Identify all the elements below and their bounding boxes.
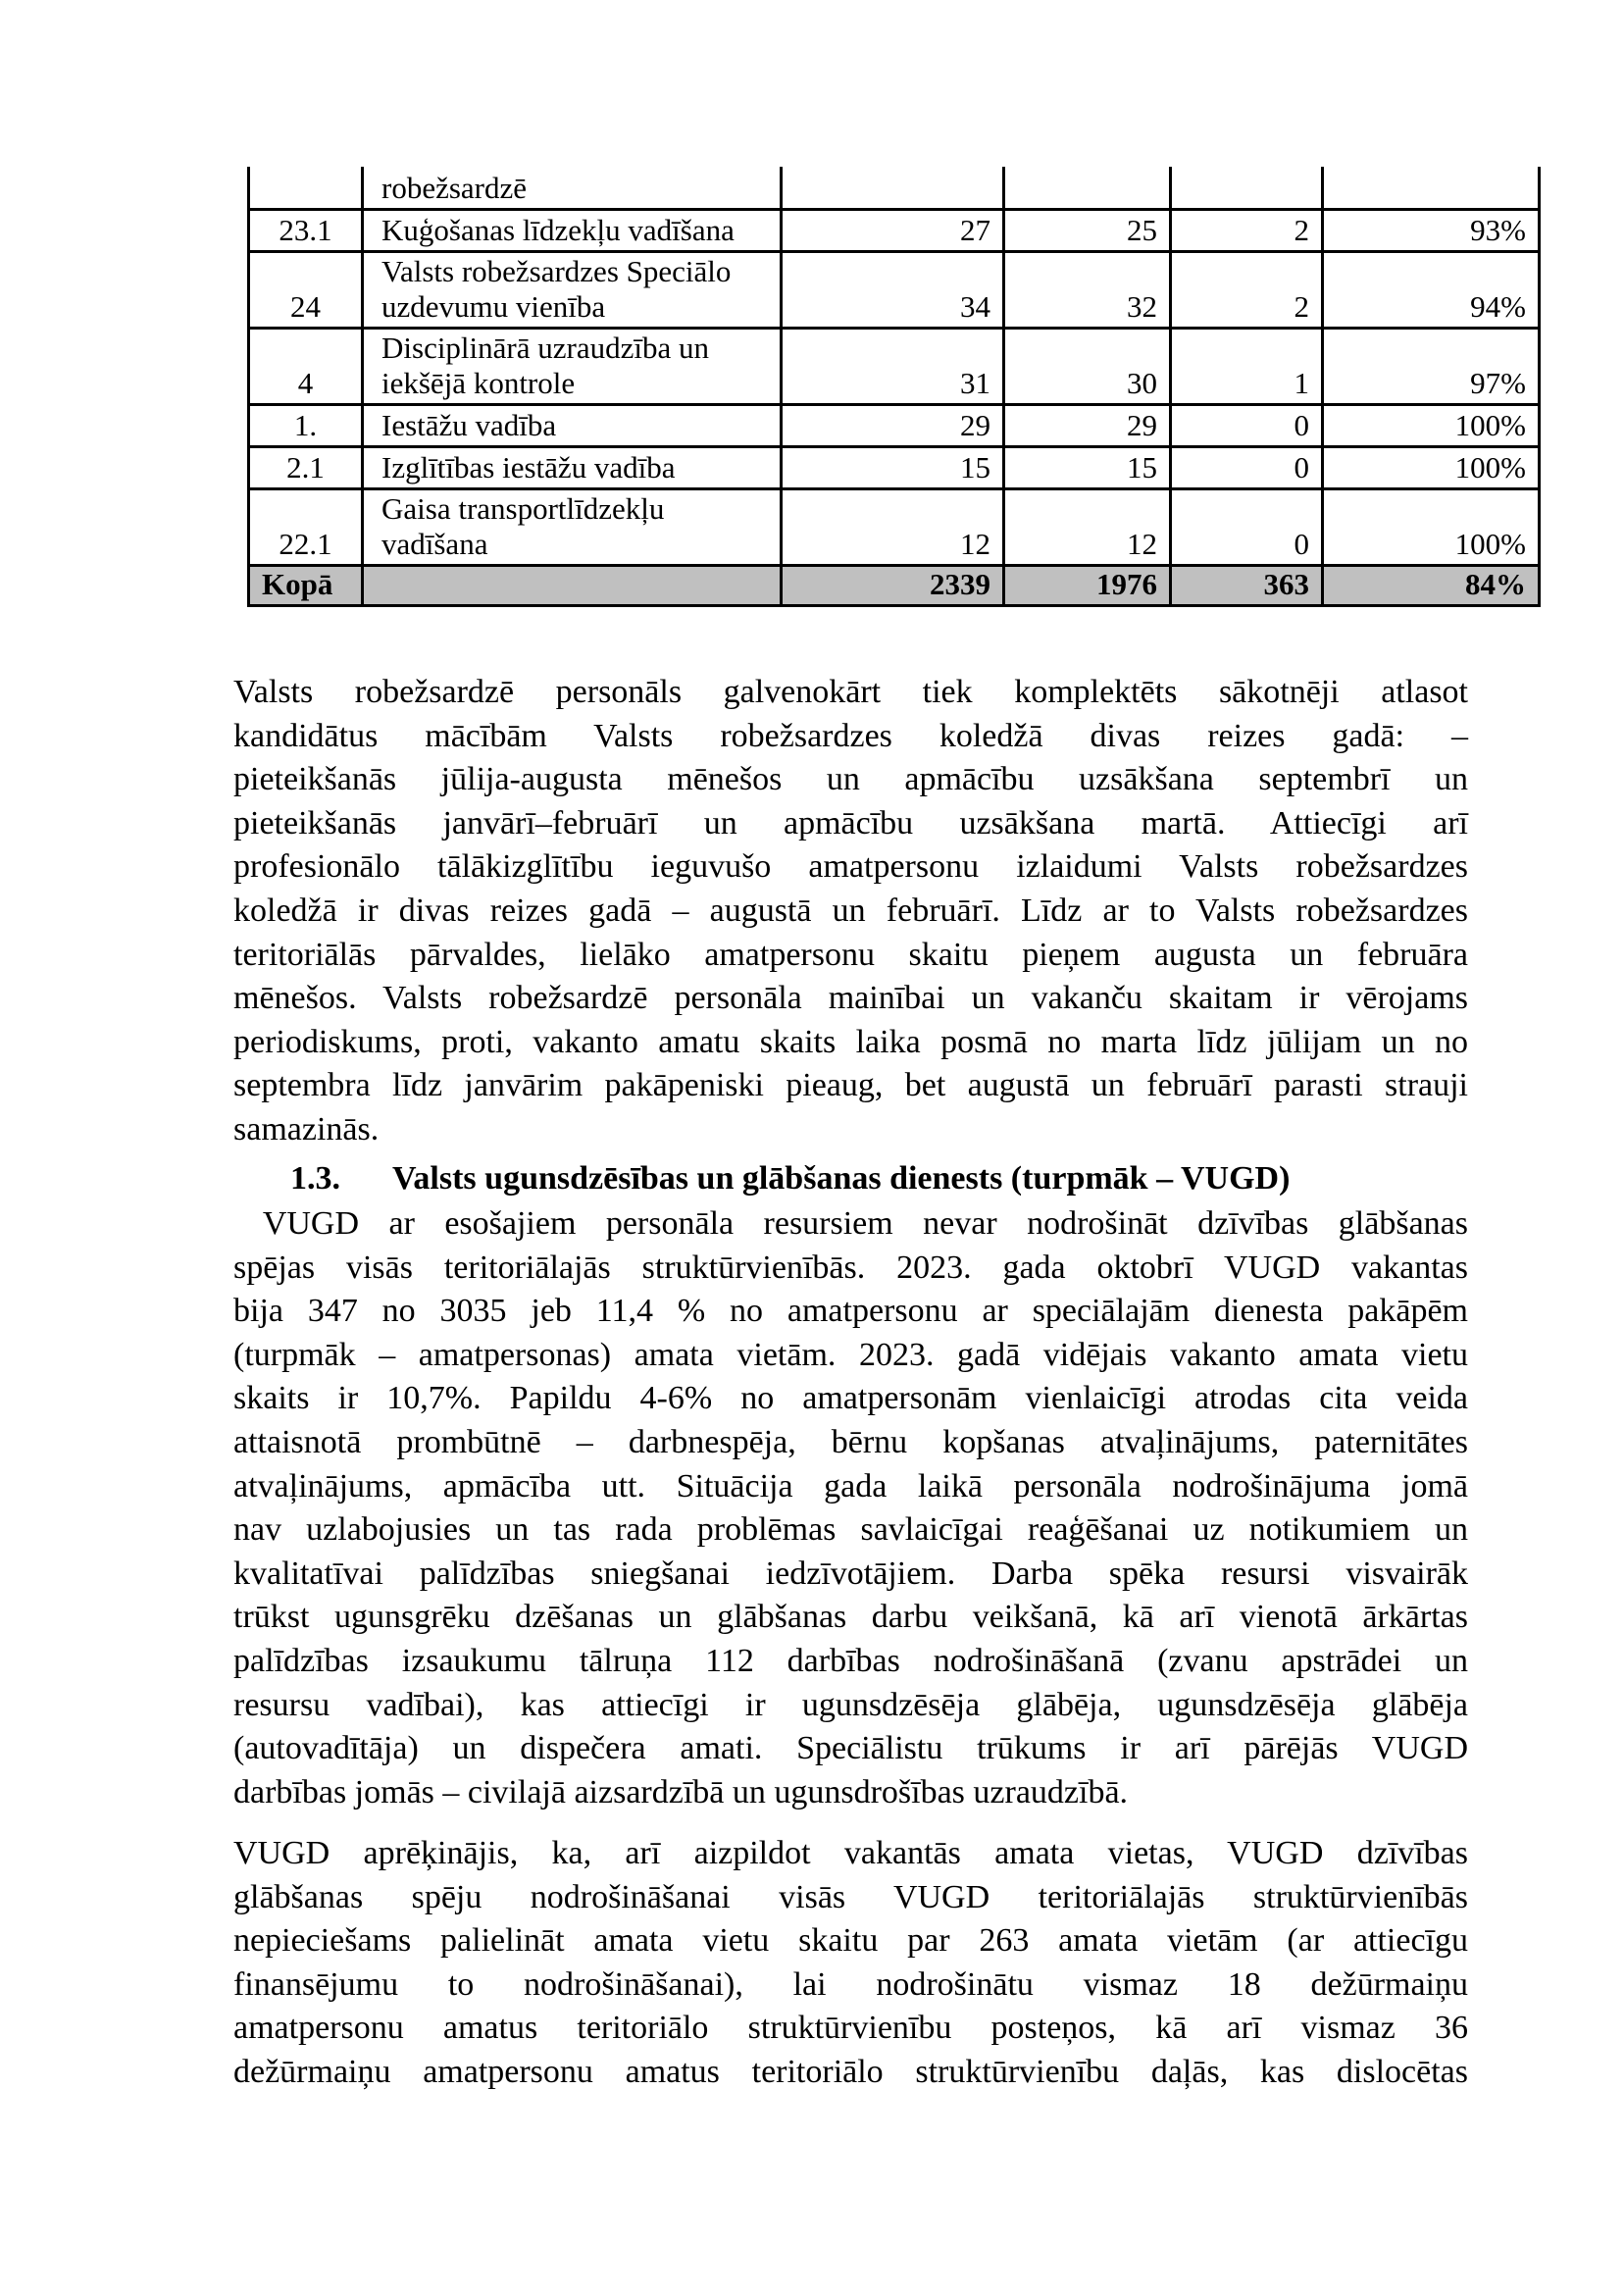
total-filled: 1976 <box>1004 565 1171 605</box>
row-name <box>363 251 782 328</box>
table-row <box>249 251 1540 328</box>
paragraph-border-guard-staffing <box>233 671 1468 1152</box>
text-line: atvaļinājums, apmācība utt. Situācija gada laikā personāla nodrošinājuma jomā <box>233 1467 1468 1504</box>
row-name-line: vadīšana <box>381 526 488 561</box>
section-number: 1.3. <box>290 1160 340 1197</box>
row-total: 12 <box>782 488 1004 565</box>
text-line: nav uzlabojusies un tas rada problēmas savlaicīgai reaģēšanai uz notikumiem un <box>233 1511 1468 1549</box>
text-line: resursu vadībai), kas attiecīgi ir ugunsdzēsēja glābēja, ugunsdzēsēja glābēja <box>233 1686 1468 1723</box>
row-name <box>363 328 782 404</box>
row-name: robežsardzē <box>363 167 782 209</box>
row-percent: 100% <box>1323 404 1540 446</box>
text-line: pieteikšanās jūlija-augusta mēnešos un apmācību uzsākšana septembrī un <box>233 761 1468 798</box>
row-code: 22.1 <box>249 488 363 565</box>
text-line: teritoriālās pārvaldes, lielāko amatpersonu skaitu pieņem augusta un februāra <box>233 936 1468 973</box>
row-name: Izglītības iestāžu vadība <box>363 446 782 488</box>
text-line: attaisnotā prombūtnē – darbnespēja, bērnu kopšanas atvaļinājums, paternitātes <box>233 1423 1468 1460</box>
total-total: 2339 <box>782 565 1004 605</box>
text-line: amatpersonu amatus teritoriālo struktūrvienību posteņos, kā arī vismaz 36 <box>233 2010 1468 2047</box>
row-filled: 32 <box>1004 251 1171 328</box>
row-total <box>782 167 1004 209</box>
row-filled: 29 <box>1004 404 1171 446</box>
row-percent <box>1323 167 1540 209</box>
row-filled: 25 <box>1004 209 1171 251</box>
row-vacant: 0 <box>1171 488 1323 565</box>
text-line: (turpmāk – amatpersonas) amata vietām. 2023. gadā vidējais vakanto amata vietu <box>233 1336 1468 1373</box>
text-line: darbības jomās – civilajā aizsardzībā un ugunsdrošības uzraudzībā. <box>233 1773 1129 1810</box>
text-line: spējas visās teritoriālajās struktūrvienībās. 2023. gada oktobrī VUGD vakantas <box>233 1249 1468 1286</box>
text-line: koledžā ir divas reizes gadā – augustā un februārī. Līdz ar to Valsts robežsardzes <box>233 892 1468 929</box>
text-line: skaits ir 10,7%. Papildu 4-6% no amatpersonām vienlaicīgi atrodas cita veida <box>233 1380 1468 1417</box>
text-line: VUGD ar esošajiem personāla resursiem nevar nodrošināt dzīvības glābšanas <box>233 1205 1468 1242</box>
table-row <box>249 328 1540 404</box>
row-percent: 100% <box>1323 488 1540 565</box>
text-line: periodiskums, proti, vakanto amatu skaits laika posmā no marta līdz jūlijam un no <box>233 1023 1468 1060</box>
row-vacant <box>1171 167 1323 209</box>
row-filled <box>1004 167 1171 209</box>
text-line: dežūrmaiņu amatpersonu amatus teritoriālo struktūrvienību daļās, kas dislocētas <box>233 2053 1468 2090</box>
row-code: 2.1 <box>249 446 363 488</box>
paragraph-vugd-calculation <box>233 1832 1468 2095</box>
row-name-line: Disciplinārā uzraudzība un <box>381 330 709 365</box>
total-label: Kopā <box>249 565 363 605</box>
total-percent: 84% <box>1323 565 1540 605</box>
text-line: bija 347 no 3035 jeb 11,4 % no amatpersonu ar speciālajām dienesta pakāpēm <box>233 1293 1468 1330</box>
row-name-line: Valsts robežsardzes Speciālo <box>381 253 732 288</box>
text-line: palīdzības izsaukumu tālruņa 112 darbības nodrošināšanā (zvanu apstrādei un <box>233 1642 1468 1679</box>
text-line: samazinās. <box>233 1110 380 1147</box>
row-total: 29 <box>782 404 1004 446</box>
text-line: kandidātus mācībām Valsts robežsardzes koledžā divas reizes gadā: – <box>233 717 1468 754</box>
row-code: 4 <box>249 328 363 404</box>
section-heading <box>290 1157 1290 1200</box>
table-total-row <box>249 565 1540 605</box>
row-percent: 100% <box>1323 446 1540 488</box>
row-vacant: 2 <box>1171 251 1323 328</box>
table-row <box>249 488 1540 565</box>
row-vacant: 0 <box>1171 404 1323 446</box>
text-line: Valsts robežsardzē personāls galvenokārt tiek komplektēts sākotnēji atlasot <box>233 674 1468 710</box>
row-filled: 30 <box>1004 328 1171 404</box>
row-total: 31 <box>782 328 1004 404</box>
row-name <box>363 488 782 565</box>
table-row <box>249 167 1540 209</box>
section-title: Valsts ugunsdzēsības un glābšanas dienests (turpmāk – VUGD) <box>392 1160 1291 1197</box>
text-line: septembra līdz janvārim pakāpeniski pieaug, bet augustā un februārī parasti strauji <box>233 1067 1468 1104</box>
row-name: Iestāžu vadība <box>363 404 782 446</box>
row-vacant: 1 <box>1171 328 1323 404</box>
table-row <box>249 404 1540 446</box>
row-filled: 15 <box>1004 446 1171 488</box>
row-code: 23.1 <box>249 209 363 251</box>
total-name <box>363 565 782 605</box>
row-total: 27 <box>782 209 1004 251</box>
total-vacant: 363 <box>1171 565 1323 605</box>
text-line: kvalitatīvai palīdzības sniegšanai iedzīvotājiem. Darba spēka resursi visvairāk <box>233 1555 1468 1592</box>
text-line: trūkst ugunsgrēku dzēšanas un glābšanas darbu veikšanā, kā arī vienotā ārkārtas <box>233 1599 1468 1636</box>
row-percent: 93% <box>1323 209 1540 251</box>
row-name: Kuģošanas līdzekļu vadīšana <box>363 209 782 251</box>
text-line: glābšanas spēju nodrošināšanai visās VUGD teritoriālajās struktūrvienībās <box>233 1878 1468 1915</box>
row-code: 24 <box>249 251 363 328</box>
row-filled: 12 <box>1004 488 1171 565</box>
paragraph-vugd-staffing <box>233 1202 1468 1814</box>
row-name-line: uzdevumu vienība <box>381 288 606 324</box>
row-vacant: 0 <box>1171 446 1323 488</box>
row-percent: 97% <box>1323 328 1540 404</box>
row-name-line: Gaisa transportlīdzekļu <box>381 490 665 526</box>
row-code <box>249 167 363 209</box>
table-row <box>249 446 1540 488</box>
vacancy-table <box>247 167 1541 607</box>
row-code: 1. <box>249 404 363 446</box>
row-total: 15 <box>782 446 1004 488</box>
row-percent: 94% <box>1323 251 1540 328</box>
text-line: profesionālo tālākizglītību ieguvušo amatpersonu izlaidumi Valsts robežsardzes <box>233 848 1468 886</box>
row-total: 34 <box>782 251 1004 328</box>
table-row <box>249 209 1540 251</box>
text-line: mēnešos. Valsts robežsardzē personāla mainībai un vakanču skaitam ir vērojams <box>233 980 1468 1017</box>
text-line: nepieciešams palielināt amata vietu skaitu par 263 amata vietām (ar attiecīgu <box>233 1922 1468 1960</box>
text-line: finansējumu to nodrošināšanai), lai nodrošinātu vismaz 18 dežūrmaiņu <box>233 1965 1468 2003</box>
text-line: VUGD aprēķinājis, ka, arī aizpildot vakantās amata vietas, VUGD dzīvības <box>233 1835 1468 1871</box>
row-name-line: iekšējā kontrole <box>381 365 576 400</box>
row-vacant: 2 <box>1171 209 1323 251</box>
text-line: pieteikšanās janvārī–februārī un apmācību uzsākšana martā. Attiecīgi arī <box>233 804 1468 841</box>
text-line: (autovadītāja) un dispečera amati. Speciālistu trūkums ir arī pārējās VUGD <box>233 1730 1468 1767</box>
